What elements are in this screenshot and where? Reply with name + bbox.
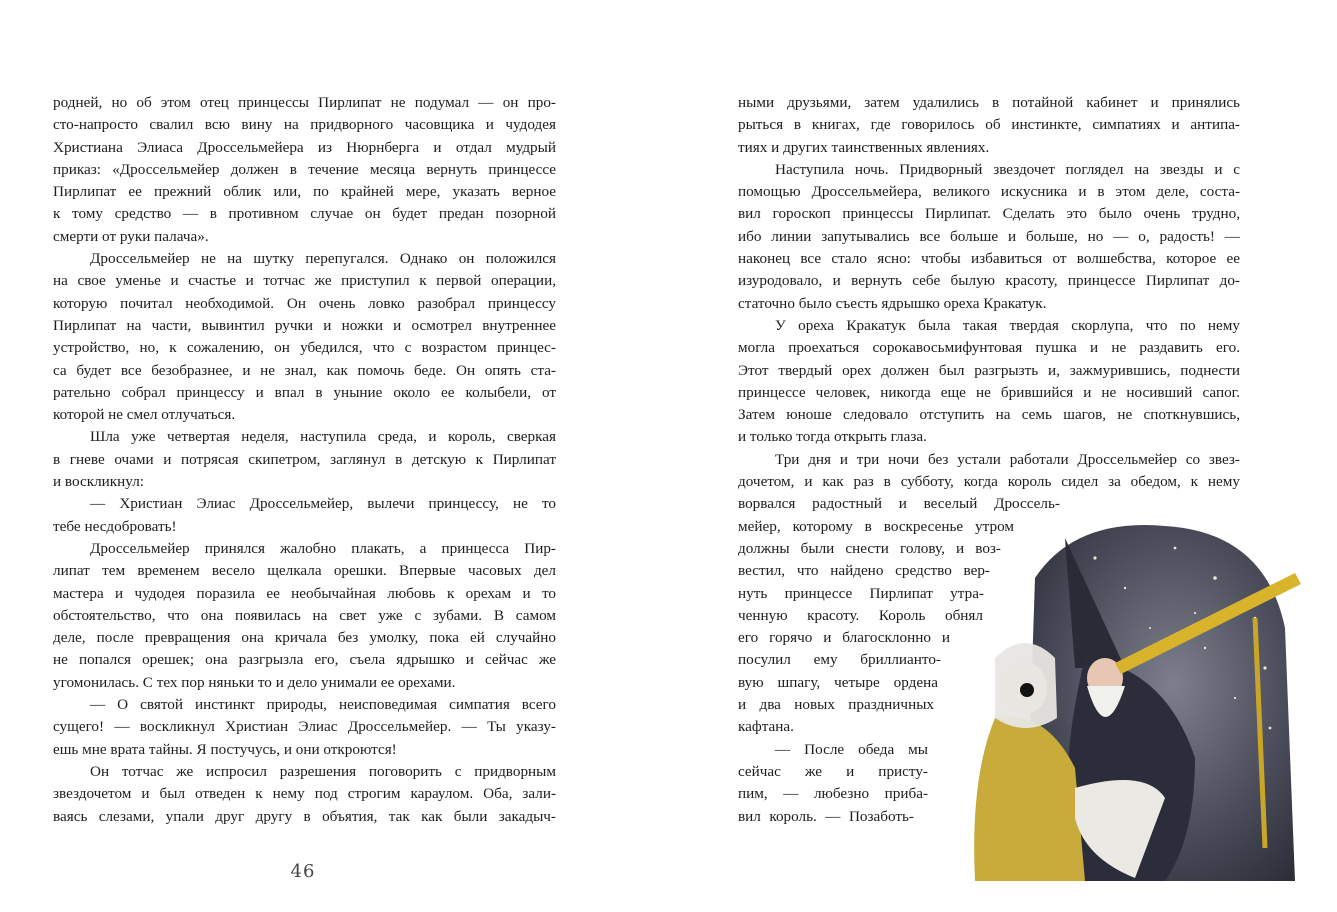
text-line: устройство, но, к сожалению, он убедился, что с возрастом принцес-	[53, 339, 556, 357]
text-line: мейер, которому в воскресенье утром	[738, 517, 1014, 535]
text-line: наконец все стало ясно: чтобы избавиться от волшебства, которое ее	[738, 250, 1240, 268]
text-line: могла проехаться сорокавосьмифунтовая пушка и не раздавить его.	[738, 339, 1240, 357]
text-line: Пирлипат ее прежний облик или, по крайней мере, указать верное	[53, 183, 556, 201]
text-line: помощью Дроссельмейера, великого искусника и в этом деле, соста-	[738, 183, 1240, 201]
text-line: звездочетом и был отведен к нему под строгим караулом. Оба, зали-	[53, 785, 556, 803]
text-line: ибо линии запутывались все больше и больше, но — о, радость! —	[738, 227, 1240, 245]
text-line: на свое уменье и счастье и тотчас же приступил к первой операции,	[53, 272, 556, 290]
text-line: ваясь слезами, упали друг другу в объятия, так как были закадыч-	[53, 807, 556, 825]
text-line: которую почитал необходимой. Он очень ловко разобрал принцессу	[53, 294, 556, 312]
text-line: рыться в книгах, где говорилось об инстинкте, симпатиях и антипа-	[738, 116, 1240, 134]
text-line: пим, — любезно приба-	[738, 785, 928, 803]
text-line: и два новых праздничных	[738, 696, 934, 714]
illustration-drosselmeier-and-astrologer	[965, 518, 1317, 881]
text-line: вил король. — Позаботь-	[738, 807, 914, 825]
text-line: которой не смел отлучаться.	[53, 406, 236, 424]
text-line: деле, после превращения она кричала без умолку, пока ей случайно	[53, 629, 556, 647]
text-line: — После обеда мы	[775, 740, 928, 758]
text-line: Три дня и три ночи без устали работали Дроссельмейер со звез-	[775, 450, 1240, 468]
text-line: Христиана Элиаса Дроссельмейера из Нюрнберга и отдал мудрый	[53, 138, 556, 156]
text-line: — О святой инстинкт природы, неисповедимая симпатия всего	[90, 696, 556, 714]
text-line: дочетом, и как раз в субботу, когда король сидел за обедом, к нему	[738, 473, 1240, 491]
text-line: вестил, что найдено средство вер-	[738, 562, 990, 580]
text-line: вую шпагу, четыре ордена	[738, 673, 938, 691]
text-line: и воскликнул:	[53, 473, 145, 491]
text-line: Дроссельмейер не на шутку перепугался. Однако он положился	[90, 250, 556, 268]
text-line: тебе несдобровать!	[53, 517, 177, 535]
text-line: угомонилась. С тех пор няньки то и дело унимали ее орехами.	[53, 673, 456, 691]
text-line: сущего! — воскликнул Христиан Элиас Дроссельмейер. — Ты указу-	[53, 718, 556, 736]
text-line: Дроссельмейер принялся жалобно плакать, а принцесса Пир-	[90, 539, 556, 557]
text-line: липат тем временем весело щелкала орешки. Впервые часовых дел	[53, 562, 556, 580]
text-line: и только тогда открыть глаза.	[738, 428, 927, 446]
text-line: к тому средство — в противном случае он будет предан позорной	[53, 205, 556, 223]
text-line: Этот твердый орех должен был разгрызть и, зажмурившись, поднести	[738, 361, 1240, 379]
text-line: Он тотчас же испросил разрешения поговорить с придворным	[90, 762, 556, 780]
eye-patch	[1020, 683, 1034, 697]
text-line: родней, но об этом отец принцессы Пирлипат не подумал — он про-	[53, 94, 556, 111]
text-line: обстоятельство, что она появилась на свет уже с зубами. В самом	[53, 606, 556, 624]
text-line: сейчас же и присту-	[738, 762, 928, 780]
text-line: — Христиан Элиас Дроссельмейер, вылечи принцессу, не то	[90, 495, 556, 513]
text-line: сто-напросто свалил всю вину на придворного часовщика и чудодея	[53, 116, 556, 134]
text-line: Затем юноше следовало отступить на семь шагов, не споткнувшись,	[738, 406, 1240, 424]
text-line: изуродовало, и вернуть себе былую красоту, принцессе Пирлипат до-	[738, 272, 1240, 290]
text-line: не попался орешек; она разгрызла его, съела ядрышко и сейчас же	[53, 651, 556, 669]
text-line: ворвался радостный и веселый Дроссель-	[738, 495, 1060, 513]
text-line: принцессе человек, никогда еще не брившийся и не носивший сапог.	[738, 383, 1240, 401]
text-line: Шла уже четвертая неделя, наступила среда, и король, сверкая	[90, 428, 556, 446]
text-line: ными друзьями, затем удалились в потайной кабинет и принялись	[738, 94, 1240, 111]
text-line: вил гороскоп принцессы Пирлипат. Сделать это было очень трудно,	[738, 205, 1240, 223]
text-line: смерти от руки палача».	[53, 227, 209, 245]
text-line: са будет все безобразнее, и не знал, как помочь беде. Он опять ста-	[53, 361, 556, 379]
left-text-column	[53, 92, 556, 828]
text-line: приказ: «Дроссельмейер должен в течение месяца вернуть принцессе	[53, 160, 556, 178]
page-number: 46	[290, 861, 316, 882]
text-line: статочно было съесть ядрышко ореха Кракатук.	[738, 294, 1047, 312]
text-line: кафтана.	[738, 718, 794, 736]
text-line: Пирлипат на части, вывинтил ручки и ножки и осмотрел внутреннее	[53, 316, 556, 334]
text-line: У ореха Кракатук была такая твердая скорлупа, что по нему	[775, 316, 1240, 334]
text-line: ченную красоту. Король обнял	[738, 606, 983, 624]
text-line: нуть принцессе Пирлипат утра-	[738, 584, 984, 602]
text-line: посулил ему бриллианто-	[738, 651, 941, 669]
text-line: его горячо и благосклонно и	[738, 629, 950, 647]
text-line: тиях и других таинственных явлениях.	[738, 138, 990, 156]
text-line: ешь мне врата тайны. Я постучусь, и они откроются!	[53, 740, 397, 758]
text-line: Наступила ночь. Придворный звездочет поглядел на звезды и с	[775, 160, 1240, 178]
text-line: рательно собрал принцессу и впал в уныние около ее колыбели, от	[53, 383, 556, 401]
text-line: в гневе очами и потрясая скипетром, заглянул в детскую к Пирлипат	[53, 450, 556, 468]
text-line: должны были снести голову, и воз-	[738, 539, 1001, 557]
text-line: мастера и чудодея поразила ее необычайная любовь к орехам и то	[53, 584, 556, 602]
